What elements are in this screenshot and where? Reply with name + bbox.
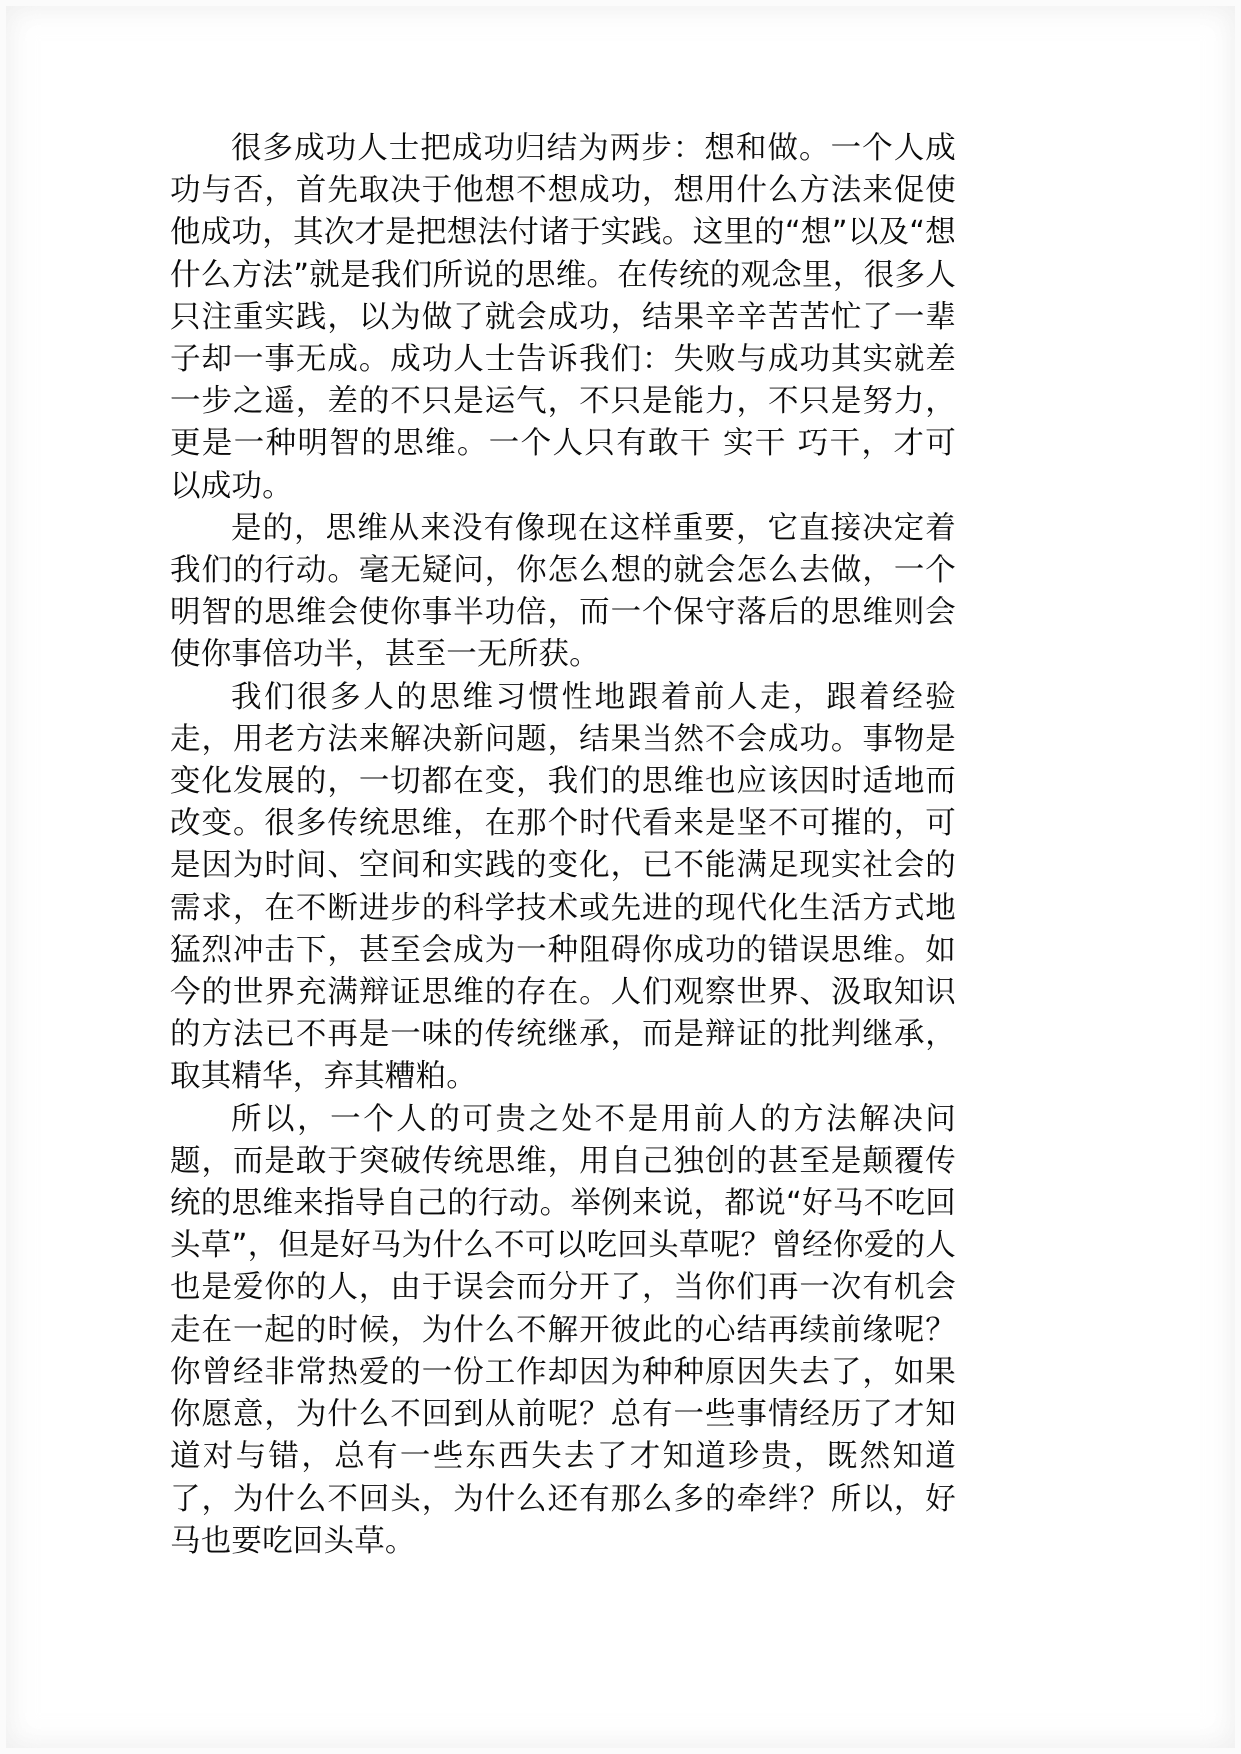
paragraph-2: 是的，思维从来没有像现在这样重要，它直接决定着我们的行动。毫无疑问，你怎么想的就会怎么去做，一个明智的思维会使你事半功倍，而一个保守落后的思维则会使你事倍功半，甚至一无所获。 <box>170 510 956 673</box>
document-body <box>170 128 956 1563</box>
paragraph-4: 所以，一个人的可贵之处不是用前人的方法解决问题，而是敢于突破传统思维，用自己独创的甚至是颠覆传统的思维来指导自己的行动。举例来说，都说“好马不吃回头草”，但是好马为什么不可以吃回头草呢？曾经你爱的人也是爱你的人，由于误会而分开了，当你们再一次有机会走在一起的时候，为什么不解开彼此的心结再续前缘呢？你曾经非常热爱的一份工作却因为种种原因失去了，如果你愿意，为什么不回到从前呢？总有一些事情经历了才知道对与错，总有一些东西失去了才知道珍贵，既然知道了，为什么不回头，为什么还有那么多的牵绊？所以，好马也要吃回头草。 <box>170 1101 956 1559</box>
paragraph-1: 很多成功人士把成功归结为两步：想和做。一个人成功与否，首先取决于他想不想成功，想用什么方法来促使他成功，其次才是把想法付诸于实践。这里的“想”以及“想什么方法”就是我们所说的思维。在传统的观念里，很多人只注重实践，以为做了就会成功，结果辛辛苦苦忙了一辈子却一事无成。成功人士告诉我们：失败与成功其实就差一步之遥，差的不只是运气，不只是能力，不只是努力，更是一种明智的思维。一个人只有敢干 实干 巧干，才可以成功。 <box>170 131 956 504</box>
paragraph-3: 我们很多人的思维习惯性地跟着前人走，跟着经验走，用老方法来解决新问题，结果当然不会成功。事物是变化发展的，一切都在变，我们的思维也应该因时适地而改变。很多传统思维，在那个时代看来是坚不可摧的，可是因为时间、空间和实践的变化，已不能满足现实社会的需求，在不断进步的科学技术或先进的现代化生活方式地猛烈冲击下，甚至会成为一种阻碍你成功的错误思维。如今的世界充满辩证思维的存在。人们观察世界、汲取知识的方法已不再是一味的传统继承，而是辩证的批判继承，取其精华，弃其糟粕。 <box>170 679 956 1095</box>
